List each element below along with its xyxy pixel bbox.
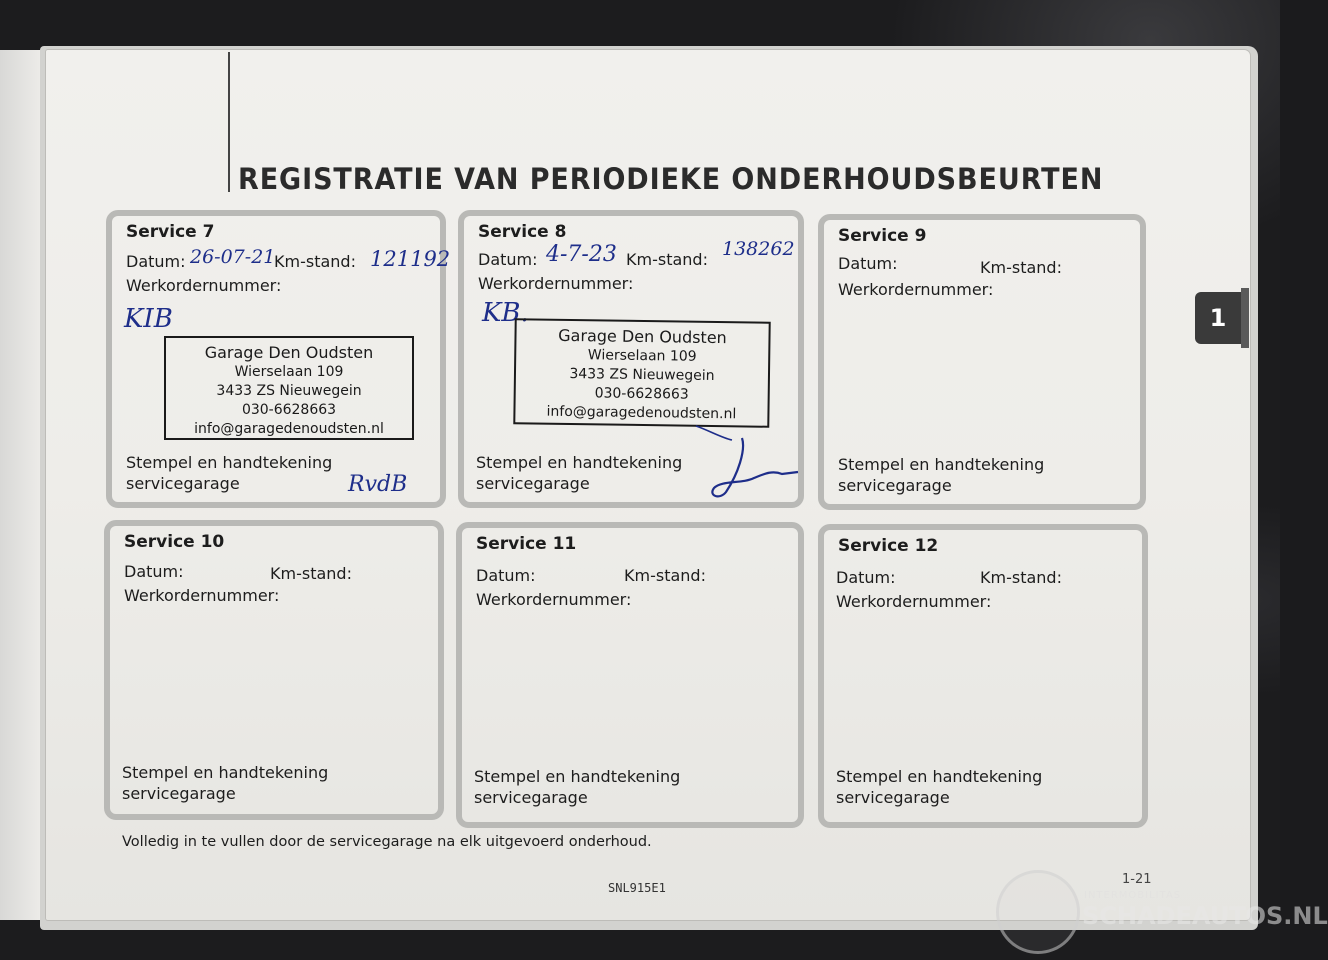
footnote: Volledig in te vullen door de servicegarage na elk uitgevoerd onderhoud. <box>122 834 652 850</box>
service-box-7 <box>106 210 451 508</box>
stamp-name: Garage Den Oudsten <box>204 343 374 362</box>
km-stand-label: Km-stand: <box>270 564 352 583</box>
werkordernummer-label: Werkordernummer: <box>478 274 634 293</box>
stamp-name: Garage Den Oudsten <box>558 325 727 348</box>
datum-label: Datum: <box>124 562 184 581</box>
handwritten-km: 138262 <box>722 238 795 260</box>
datum-label: Datum: <box>476 566 536 585</box>
stempel-label: Stempel en handtekening servicegarage <box>126 453 333 493</box>
service-box-12 <box>818 524 1148 828</box>
datum-label: Datum: <box>836 568 896 587</box>
stempel-label: Stempel en handtekening servicegarage <box>122 763 329 803</box>
service-title: Service 11 <box>476 534 577 554</box>
km-stand-label: Km-stand: <box>624 566 706 585</box>
stempel-label: Stempel en handtekening servicegarage <box>838 455 1045 495</box>
handwritten-date: 4-7-23 <box>546 242 617 267</box>
stamp-city: 3433 ZS Nieuwegein <box>569 365 715 385</box>
stamp-city: 3433 ZS Nieuwegein <box>216 383 362 399</box>
stamp-email: info@garagedenoudsten.nl <box>546 403 737 423</box>
stamp-street: Wierselaan 109 <box>587 347 697 365</box>
stempel-label: Stempel en handtekening servicegarage <box>836 767 1043 807</box>
handwritten-workorder: KB. <box>482 298 529 328</box>
garage-stamp <box>513 318 770 428</box>
stamp-phone: 030-6628663 <box>241 402 337 418</box>
service-title: Service 7 <box>126 222 215 242</box>
service-title: Service 9 <box>838 226 927 246</box>
service-title: Service 8 <box>478 222 567 242</box>
watermark-small-text: INTERMOBILITAS <box>1084 890 1182 901</box>
page-number: 1-21 <box>1122 872 1152 887</box>
km-stand-label: Km-stand: <box>980 258 1062 277</box>
globe-icon <box>996 870 1080 954</box>
datum-label: Datum: <box>838 254 898 273</box>
service-box-9 <box>818 214 1146 510</box>
km-stand-label: Km-stand: <box>626 250 708 269</box>
chapter-tab: 1 <box>1195 292 1241 344</box>
watermark-text: SCHADEAUTOS.NL <box>1082 902 1328 930</box>
werkordernummer-label: Werkordernummer: <box>836 592 992 611</box>
service-title: Service 12 <box>838 536 939 556</box>
werkordernummer-label: Werkordernummer: <box>126 276 282 295</box>
datum-label: Datum: <box>478 250 538 269</box>
garage-stamp <box>164 336 414 440</box>
stempel-label: Stempel en handtekening servicegarage <box>476 453 683 493</box>
signature-scribble <box>702 434 802 504</box>
stamp-street: Wierselaan 109 <box>234 364 344 380</box>
datum-label: Datum: <box>126 252 186 271</box>
stempel-label: Stempel en handtekening servicegarage <box>474 767 681 807</box>
stamp-email: info@garagedenoudsten.nl <box>194 421 384 437</box>
km-stand-label: Km-stand: <box>274 252 356 271</box>
werkordernummer-label: Werkordernummer: <box>124 586 280 605</box>
page-title: REGISTRATIE VAN PERIODIEKE ONDERHOUDSBEURTEN <box>238 162 1104 196</box>
service-box-11 <box>456 522 804 828</box>
chapter-tab-edge <box>1241 288 1249 348</box>
handwritten-workorder: KIB <box>124 304 173 334</box>
handwritten-signature: RvdB <box>348 472 408 497</box>
document-code: SNL915E1 <box>608 881 666 895</box>
km-stand-label: Km-stand: <box>980 568 1062 587</box>
werkordernummer-label: Werkordernummer: <box>476 590 632 609</box>
service-box-10 <box>104 520 444 820</box>
service-title: Service 10 <box>124 532 225 552</box>
stamp-phone: 030-6628663 <box>594 385 689 403</box>
werkordernummer-label: Werkordernummer: <box>838 280 994 299</box>
handwritten-km: 121192 <box>370 247 451 271</box>
handwritten-date: 26-07-21 <box>190 246 276 268</box>
watermark <box>990 866 1328 956</box>
spine-line <box>228 52 230 192</box>
service-box-8 <box>458 210 804 508</box>
